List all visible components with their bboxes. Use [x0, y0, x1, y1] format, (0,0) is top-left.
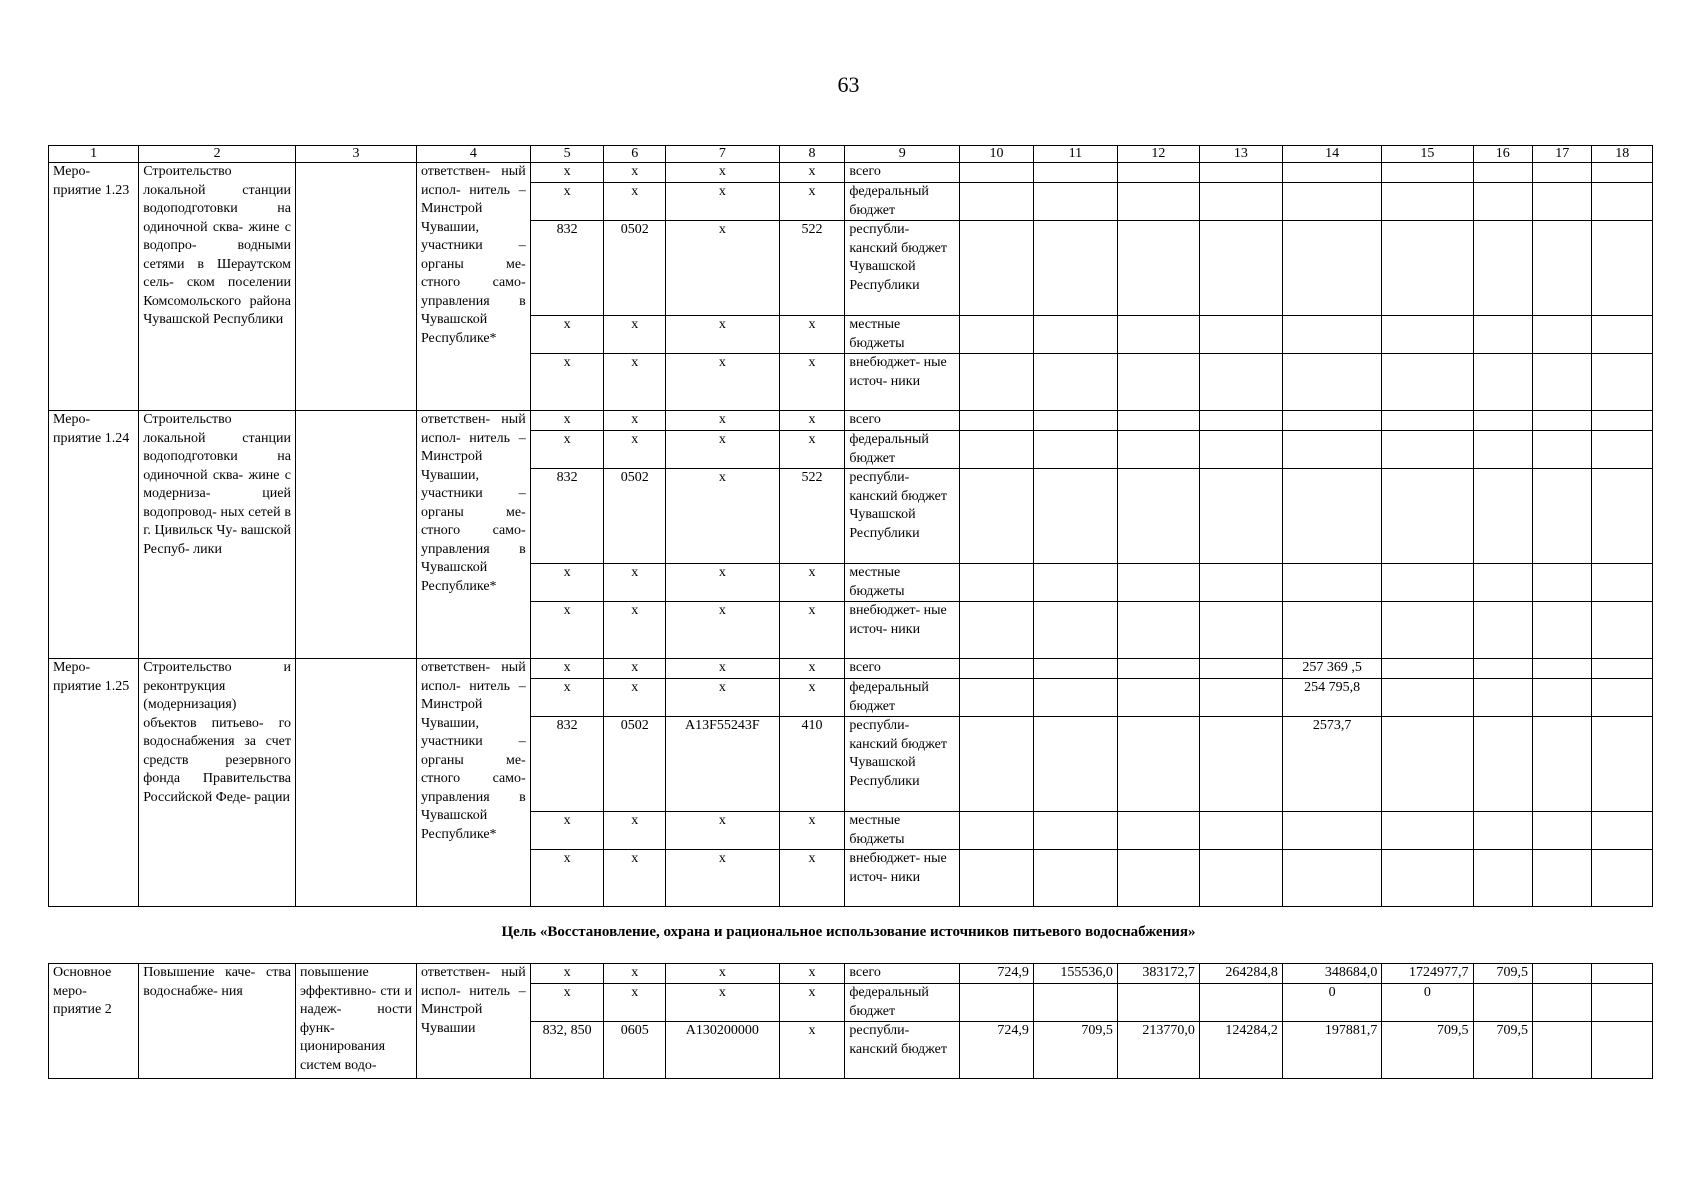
value-cell [1592, 659, 1653, 679]
value-cell [1033, 411, 1117, 431]
table-row [49, 411, 1653, 431]
value-cell [1382, 431, 1473, 469]
funding-source: местные бюджеты [845, 316, 960, 354]
value-cell [1117, 984, 1199, 1022]
value-cell [1117, 221, 1199, 316]
value-cell [960, 469, 1034, 564]
value-cell [960, 850, 1034, 907]
code-cell: x [665, 221, 779, 316]
value-cell [1033, 316, 1117, 354]
value-cell [1382, 411, 1473, 431]
code-cell: x [530, 984, 604, 1022]
goal-heading: Цель «Восстановление, охрана и рациональное использование источников питьевого водоснабжения» [501, 924, 1196, 940]
value-cell [1282, 812, 1381, 850]
code-cell: x [779, 411, 845, 431]
column-number: 4 [416, 146, 530, 163]
funding-source: внебюджет- ные источ- ники [845, 850, 960, 907]
code-cell: x [530, 431, 604, 469]
code-cell: x [604, 964, 665, 984]
value-cell [1592, 183, 1653, 221]
value-cell [1473, 163, 1532, 183]
code-cell: x [604, 850, 665, 907]
measure-id: Меро- приятие 1.23 [49, 163, 139, 411]
value-cell [1592, 163, 1653, 183]
value-cell [1592, 850, 1653, 907]
value-cell [1033, 221, 1117, 316]
code-cell: x [604, 812, 665, 850]
value-cell [1592, 354, 1653, 411]
measure-responsible: ответствен- ный испол- нитель – Минстрой Чувашии, участники – органы ме- стного само- управления в Чувашской Республике* [416, 659, 530, 907]
table-row [49, 964, 1653, 984]
column-number: 13 [1199, 146, 1282, 163]
code-cell: x [604, 354, 665, 411]
code-cell: x [665, 564, 779, 602]
value-cell [1199, 717, 1282, 812]
code-cell: x [779, 964, 845, 984]
value-cell [1117, 411, 1199, 431]
code-cell: x [779, 564, 845, 602]
code-cell: x [665, 984, 779, 1022]
value-cell [1117, 163, 1199, 183]
funding-source: местные бюджеты [845, 564, 960, 602]
value-cell [1117, 564, 1199, 602]
value-cell [1592, 221, 1653, 316]
value-cell [1532, 564, 1591, 602]
page-number: 63 [837, 72, 860, 97]
code-cell: x [530, 812, 604, 850]
value-cell [1473, 850, 1532, 907]
value-cell [960, 679, 1034, 717]
value-cell [1532, 163, 1591, 183]
code-cell: x [604, 316, 665, 354]
value-cell [1117, 354, 1199, 411]
code-cell: 0502 [604, 469, 665, 564]
value-cell [960, 717, 1034, 812]
code-cell: x [604, 679, 665, 717]
value-cell: 709,5 [1473, 1022, 1532, 1079]
value-cell [1199, 354, 1282, 411]
code-cell: x [530, 411, 604, 431]
value-cell: 709,5 [1473, 964, 1532, 984]
code-cell: x [530, 316, 604, 354]
value-cell [1382, 679, 1473, 717]
value-cell: 348684,0 [1282, 964, 1381, 984]
value-cell [1199, 163, 1282, 183]
value-cell [1382, 850, 1473, 907]
value-cell [1592, 602, 1653, 659]
column-number: 9 [845, 146, 960, 163]
value-cell [1282, 850, 1381, 907]
code-cell: x [665, 659, 779, 679]
value-cell [1382, 316, 1473, 354]
code-cell: x [665, 679, 779, 717]
value-cell [960, 411, 1034, 431]
value-cell [960, 354, 1034, 411]
code-cell: x [665, 411, 779, 431]
value-cell [1532, 984, 1591, 1022]
value-cell [1473, 183, 1532, 221]
value-cell [1473, 659, 1532, 679]
value-cell [1117, 717, 1199, 812]
value-cell [1033, 984, 1117, 1022]
code-cell: x [665, 964, 779, 984]
value-cell [1473, 602, 1532, 659]
code-cell: x [779, 431, 845, 469]
code-cell: x [604, 564, 665, 602]
table-row [49, 659, 1653, 679]
value-cell [1592, 316, 1653, 354]
code-cell: 832 [530, 469, 604, 564]
code-cell: x [779, 679, 845, 717]
value-cell [1382, 183, 1473, 221]
code-cell: 522 [779, 221, 845, 316]
value-cell [1532, 602, 1591, 659]
value-cell [1382, 717, 1473, 812]
code-cell: x [665, 812, 779, 850]
value-cell [1382, 812, 1473, 850]
value-cell [1199, 183, 1282, 221]
value-cell [1033, 354, 1117, 411]
value-cell [1117, 316, 1199, 354]
code-cell: x [779, 812, 845, 850]
value-cell [1117, 679, 1199, 717]
value-cell: 2573,7 [1282, 717, 1381, 812]
code-cell: x [665, 183, 779, 221]
code-cell: x [665, 431, 779, 469]
value-cell [1532, 679, 1591, 717]
measure-goal-cell [296, 659, 417, 907]
value-cell [1033, 163, 1117, 183]
code-cell: x [530, 850, 604, 907]
value-cell: 257 369 ,5 [1282, 659, 1381, 679]
main-measure-responsible: ответствен- ный испол- нитель – Минстрой Чувашии [416, 964, 530, 1079]
value-cell: 197881,7 [1282, 1022, 1381, 1079]
value-cell [1532, 659, 1591, 679]
value-cell: 124284,2 [1199, 1022, 1282, 1079]
column-number: 3 [296, 146, 417, 163]
value-cell [1199, 984, 1282, 1022]
column-number: 11 [1033, 146, 1117, 163]
table-row [49, 163, 1653, 183]
code-cell: x [530, 964, 604, 984]
value-cell [1532, 812, 1591, 850]
value-cell [1473, 679, 1532, 717]
value-cell [1473, 221, 1532, 316]
value-cell [1117, 183, 1199, 221]
code-cell: x [665, 602, 779, 659]
funding-source: федеральный бюджет [845, 679, 960, 717]
value-cell [1532, 316, 1591, 354]
column-number: 15 [1382, 146, 1473, 163]
code-cell: x [779, 163, 845, 183]
value-cell [1033, 812, 1117, 850]
value-cell [1382, 659, 1473, 679]
value-cell [1592, 411, 1653, 431]
value-cell [1592, 964, 1653, 984]
code-cell: x [604, 431, 665, 469]
value-cell [1532, 354, 1591, 411]
value-cell [1033, 679, 1117, 717]
value-cell [1473, 984, 1532, 1022]
value-cell [1199, 411, 1282, 431]
value-cell [1473, 354, 1532, 411]
value-cell [1592, 469, 1653, 564]
value-cell [1199, 850, 1282, 907]
code-cell: x [604, 602, 665, 659]
code-cell: x [530, 679, 604, 717]
main-measure-id: Основное меро- приятие 2 [49, 964, 139, 1079]
column-number: 10 [960, 146, 1034, 163]
funding-source: всего [845, 659, 960, 679]
column-number: 1 [49, 146, 139, 163]
measure-id: Меро- приятие 1.24 [49, 411, 139, 659]
measure-name: Строительство локальной станции водоподготовки на одиночной сква- жине с модерниза- цией водопровод- ных сетей в г. Цивильск Чу- вашской Респуб- лики [139, 411, 296, 659]
value-cell [1282, 221, 1381, 316]
column-number: 14 [1282, 146, 1381, 163]
value-cell [1382, 469, 1473, 564]
value-cell [1532, 850, 1591, 907]
funding-source: местные бюджеты [845, 812, 960, 850]
value-cell [1592, 812, 1653, 850]
value-cell [1473, 564, 1532, 602]
value-cell [1282, 163, 1381, 183]
measure-goal-cell [296, 163, 417, 411]
value-cell [1473, 717, 1532, 812]
code-cell: x [665, 163, 779, 183]
value-cell [1532, 411, 1591, 431]
code-cell: x [530, 659, 604, 679]
value-cell [1033, 602, 1117, 659]
value-cell [1592, 431, 1653, 469]
value-cell [1473, 812, 1532, 850]
column-number: 7 [665, 146, 779, 163]
measure-name: Строительство локальной станции водоподготовки на одиночной сква- жине с водопро- водными сетями в Шераутском сель- ском поселении Комсомольского района Чувашской Республики [139, 163, 296, 411]
value-cell [1282, 431, 1381, 469]
value-cell [1199, 812, 1282, 850]
value-cell [1033, 717, 1117, 812]
value-cell [1117, 812, 1199, 850]
value-cell: 709,5 [1033, 1022, 1117, 1079]
measure-responsible: ответствен- ный испол- нитель – Минстрой Чувашии, участники – органы ме- стного само- управления в Чувашской Республике* [416, 411, 530, 659]
funding-source: всего [845, 411, 960, 431]
value-cell [1117, 602, 1199, 659]
column-number: 17 [1532, 146, 1591, 163]
column-number: 12 [1117, 146, 1199, 163]
main-measure-goal: повышение эффективно- сти и надеж- ности функ- ционирования систем водо- [296, 964, 417, 1079]
value-cell [1199, 659, 1282, 679]
value-cell [960, 316, 1034, 354]
value-cell [960, 183, 1034, 221]
value-cell [960, 812, 1034, 850]
value-cell [1117, 431, 1199, 469]
value-cell [1532, 717, 1591, 812]
value-cell: 383172,7 [1117, 964, 1199, 984]
value-cell [1199, 564, 1282, 602]
measure-id: Меро- приятие 1.25 [49, 659, 139, 907]
value-cell [1282, 411, 1381, 431]
code-cell: 0502 [604, 717, 665, 812]
funding-source: федеральный бюджет [845, 431, 960, 469]
funding-source: всего [845, 163, 960, 183]
value-cell [960, 221, 1034, 316]
value-cell [1473, 431, 1532, 469]
value-cell [1117, 659, 1199, 679]
value-cell: 709,5 [1382, 1022, 1473, 1079]
code-cell: x [779, 659, 845, 679]
code-cell: 410 [779, 717, 845, 812]
code-cell: x [779, 354, 845, 411]
code-cell: x [604, 163, 665, 183]
code-cell: x [604, 411, 665, 431]
value-cell: 264284,8 [1199, 964, 1282, 984]
value-cell [1199, 679, 1282, 717]
value-cell [1282, 354, 1381, 411]
value-cell [1382, 564, 1473, 602]
column-number: 16 [1473, 146, 1532, 163]
value-cell [960, 163, 1034, 183]
funding-source: внебюджет- ные источ- ники [845, 354, 960, 411]
funding-source: республи- канский бюджет Чувашской Республики [845, 469, 960, 564]
value-cell [1199, 469, 1282, 564]
code-cell: 0502 [604, 221, 665, 316]
code-cell: x [779, 850, 845, 907]
code-cell: x [665, 850, 779, 907]
value-cell [1282, 183, 1381, 221]
main-measure-table [48, 963, 1653, 1079]
funding-source: федеральный бюджет [845, 183, 960, 221]
value-cell [1117, 469, 1199, 564]
value-cell [1592, 984, 1653, 1022]
funding-source: республи- канский бюджет [845, 1022, 960, 1079]
value-cell: 213770,0 [1117, 1022, 1199, 1079]
value-cell [1033, 564, 1117, 602]
funding-source: федеральный бюджет [845, 984, 960, 1022]
column-numbers-row [49, 146, 1653, 163]
value-cell [1532, 469, 1591, 564]
value-cell [960, 659, 1034, 679]
value-cell [1592, 564, 1653, 602]
value-cell [1033, 659, 1117, 679]
column-number: 5 [530, 146, 604, 163]
column-number: 2 [139, 146, 296, 163]
value-cell [1033, 431, 1117, 469]
code-cell: x [604, 659, 665, 679]
value-cell [1592, 1022, 1653, 1079]
code-cell: x [604, 183, 665, 221]
value-cell [1473, 469, 1532, 564]
value-cell [1282, 564, 1381, 602]
value-cell: 254 795,8 [1282, 679, 1381, 717]
value-cell [960, 602, 1034, 659]
code-cell: x [530, 163, 604, 183]
value-cell [1382, 602, 1473, 659]
value-cell [1199, 316, 1282, 354]
value-cell [1282, 469, 1381, 564]
value-cell [1199, 602, 1282, 659]
value-cell [1382, 163, 1473, 183]
code-cell: x [530, 354, 604, 411]
value-cell [960, 984, 1034, 1022]
funding-source: внебюджет- ные источ- ники [845, 602, 960, 659]
value-cell: 724,9 [960, 964, 1034, 984]
value-cell: 0 [1282, 984, 1381, 1022]
value-cell [1473, 411, 1532, 431]
measure-name: Строительство и реконтрукция (модернизация) объектов питьево- го водоснабжения за счет средств резервного фонда Правительства Российской Феде- рации [139, 659, 296, 907]
funding-source: республи- канский бюджет Чувашской Республики [845, 717, 960, 812]
value-cell [1033, 183, 1117, 221]
code-cell: 832 [530, 717, 604, 812]
code-cell: x [779, 316, 845, 354]
code-cell: 832 [530, 221, 604, 316]
funding-source: республи- канский бюджет Чувашской Республики [845, 221, 960, 316]
value-cell [1199, 221, 1282, 316]
value-cell [1282, 602, 1381, 659]
value-cell [1282, 316, 1381, 354]
code-cell: x [604, 984, 665, 1022]
code-cell: x [530, 183, 604, 221]
code-cell: x [665, 354, 779, 411]
value-cell [1382, 221, 1473, 316]
code-cell: x [530, 564, 604, 602]
code-cell: x [665, 316, 779, 354]
value-cell [1199, 431, 1282, 469]
main-measure-name: Повышение каче- ства водоснабже- ния [139, 964, 296, 1079]
value-cell: 155536,0 [1033, 964, 1117, 984]
code-cell: x [779, 984, 845, 1022]
measure-goal-cell [296, 411, 417, 659]
value-cell: 724,9 [960, 1022, 1034, 1079]
measures-table [48, 145, 1653, 907]
value-cell [1532, 1022, 1591, 1079]
code-cell: 0605 [604, 1022, 665, 1079]
code-cell: x [665, 469, 779, 564]
value-cell [1532, 964, 1591, 984]
value-cell [960, 431, 1034, 469]
measure-responsible: ответствен- ный испол- нитель – Минстрой Чувашии, участники – органы ме- стного само- управления в Чувашской Республике* [416, 163, 530, 411]
value-cell [1532, 183, 1591, 221]
column-number: 6 [604, 146, 665, 163]
code-cell: x [530, 602, 604, 659]
code-cell: x [779, 602, 845, 659]
code-cell: x [779, 1022, 845, 1079]
value-cell: 0 [1382, 984, 1473, 1022]
value-cell [1033, 469, 1117, 564]
value-cell [1473, 316, 1532, 354]
code-cell: 832, 850 [530, 1022, 604, 1079]
code-cell: A130200000 [665, 1022, 779, 1079]
value-cell: 1724977,7 [1382, 964, 1473, 984]
value-cell [1592, 717, 1653, 812]
value-cell [1117, 850, 1199, 907]
code-cell: 522 [779, 469, 845, 564]
code-cell: A13F55243F [665, 717, 779, 812]
value-cell [1532, 221, 1591, 316]
value-cell [1532, 431, 1591, 469]
value-cell [1382, 354, 1473, 411]
funding-source: всего [845, 964, 960, 984]
value-cell [1592, 679, 1653, 717]
column-number: 8 [779, 146, 845, 163]
value-cell [1033, 850, 1117, 907]
code-cell: x [779, 183, 845, 221]
column-number: 18 [1592, 146, 1653, 163]
value-cell [960, 564, 1034, 602]
